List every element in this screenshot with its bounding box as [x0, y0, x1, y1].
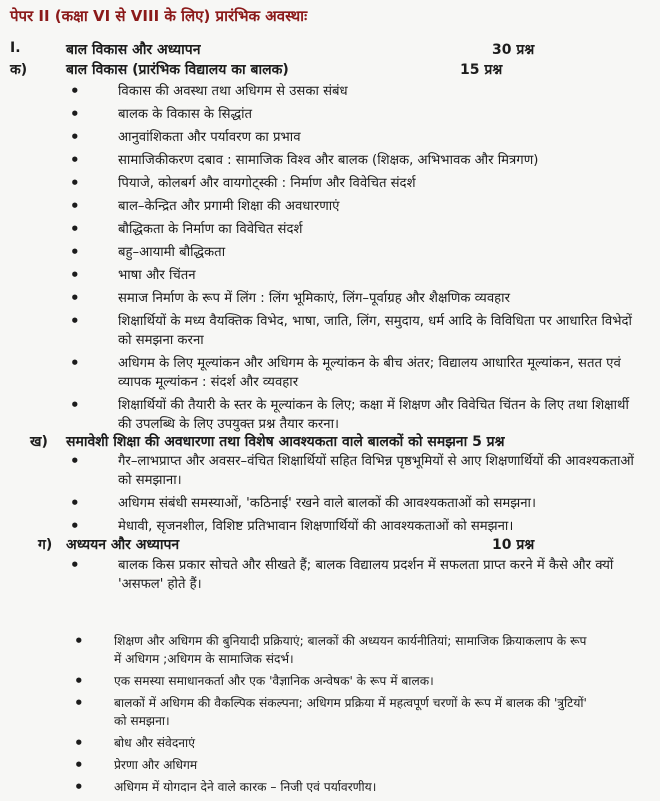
subsection-b-label: ख): [30, 434, 48, 450]
list-item: • पियाजे, कोलबर्ग और वायगोट्स्की : निर्माण और विवेचित संदर्श: [70, 174, 636, 193]
section-heading: बाल विकास और अध्यापन: [66, 42, 201, 58]
subsection-a-marks: 15 प्रश्न: [460, 62, 503, 78]
list-item: • अधिगम के लिए मूल्यांकन और अधिगम के मूल्यांकन के बीच अंतर; विद्यालय आधारित मूल्यांकन, सतत एवं व्यापक मूल्यांकन : संदर्श और व्यवहार: [70, 354, 636, 392]
subsection-a-label: क): [10, 62, 28, 78]
section-marks: 30 प्रश्न: [492, 42, 535, 58]
subsection-c-heading: अध्ययन और अध्यापन: [66, 537, 180, 553]
list-item: • गैर–लाभप्राप्त और अवसर–वंचित शिक्षार्थियों सहित विभिन्न पृष्ठभूमियों से आए शिक्षणार्थियों की आवश्यकताओं को समझाना।: [70, 452, 636, 490]
section-number: I.: [10, 40, 21, 56]
list-item: • अधिगम संबंधी समस्याओं, 'कठिनाई' रखने वाले बालकों की आवश्यकताओं को समझना।: [70, 494, 636, 513]
list-item: • शिक्षार्थियों के मध्य वैयक्तिक विभेद, भाषा, जाति, लिंग, समुदाय, धर्म आदि के विविधिता पर आधारित विभेदों को समझना करना: [70, 312, 636, 350]
subsection-a-list: [70, 82, 636, 438]
subsection-c-list-continued: [74, 632, 594, 800]
list-item: • प्रेरणा और अधिगम: [74, 756, 594, 774]
subsection-b-heading: समावेशी शिक्षा की अवधारणा तथा विशेष आवश्यकता वाले बालकों को समझना 5 प्रश्न: [66, 434, 505, 450]
subsection-b-list: [70, 452, 636, 540]
list-item: • बालक किस प्रकार सोचते और सीखते हैं; बालक विद्यालय प्रदर्शन में सफलता प्राप्त करने में कैसे और क्यों 'असफल' होते हैं।: [70, 556, 636, 594]
list-item: • अधिगम में योगदान देने वाले कारक – निजी एवं पर्यावरणीय।: [74, 778, 594, 796]
list-item: • बौद्धिकता के निर्माण का विवेचित संदर्श: [70, 220, 636, 239]
subsection-c-marks: 10 प्रश्न: [492, 537, 535, 553]
page-title: पेपर II (कक्षा VI से VIII के लिए) प्रारंभिक अवस्थाः: [10, 7, 308, 25]
list-item: • बोध और संवेदनाएं: [74, 734, 594, 752]
list-item: • भाषा और चिंतन: [70, 266, 636, 285]
list-item: • बहु–आयामी बौद्धिकता: [70, 243, 636, 262]
list-item: • बालक के विकास के सिद्धांत: [70, 105, 636, 124]
list-item: • बालकों में अधिगम की वैकल्पिक संकल्पना; अधिगम प्रक्रिया में महत्वपूर्ण चरणों के रूप में बालक की 'त्रुटियों' को समझना।: [74, 694, 594, 730]
list-item: • बाल–केन्द्रित और प्रगामी शिक्षा की अवधारणाएं: [70, 197, 636, 216]
list-item: • शिक्षण और अधिगम की बुनियादी प्रक्रियाएं; बालकों की अध्ययन कार्यनीतियां; सामाजिक क्रियाकलाप के रूप में अधिगम ;अधिगम के सामाजिक संदर्भ।: [74, 632, 594, 668]
subsection-a-heading: बाल विकास (प्रारंभिक विद्यालय का बालक): [66, 62, 289, 78]
list-item: • विकास की अवस्था तथा अधिगम से उसका संबंध: [70, 82, 636, 101]
list-item: • मेधावी, सृजनशील, विशिष्ट प्रतिभावान शिक्षणार्थियों की आवश्यकताओं को समझना।: [70, 517, 636, 536]
subsection-c-label: ग): [38, 537, 53, 553]
list-item: • सामाजिकीकरण दबाव : सामाजिक विश्व और बालक (शिक्षक, अभिभावक और मित्रगण): [70, 151, 636, 170]
list-item: • शिक्षार्थियों की तैयारी के स्तर के मूल्यांकन के लिए; कक्षा में शिक्षण और विवेचित चिंतन के लिए तथा शिक्षार्थी की उपलब्धि के लिए उपयुक्त प्रश्न तैयार करना।: [70, 396, 636, 434]
list-item: • एक समस्या समाधानकर्ता और एक 'वैज्ञानिक अन्वेषक' के रूप में बालक।: [74, 672, 594, 690]
list-item: • समाज निर्माण के रूप में लिंग : लिंग भूमिकाएं, लिंग–पूर्वाग्रह और शैक्षणिक व्यवहार: [70, 289, 636, 308]
subsection-c-list: [70, 556, 636, 598]
list-item: • आनुवांशिकता और पर्यावरण का प्रभाव: [70, 128, 636, 147]
